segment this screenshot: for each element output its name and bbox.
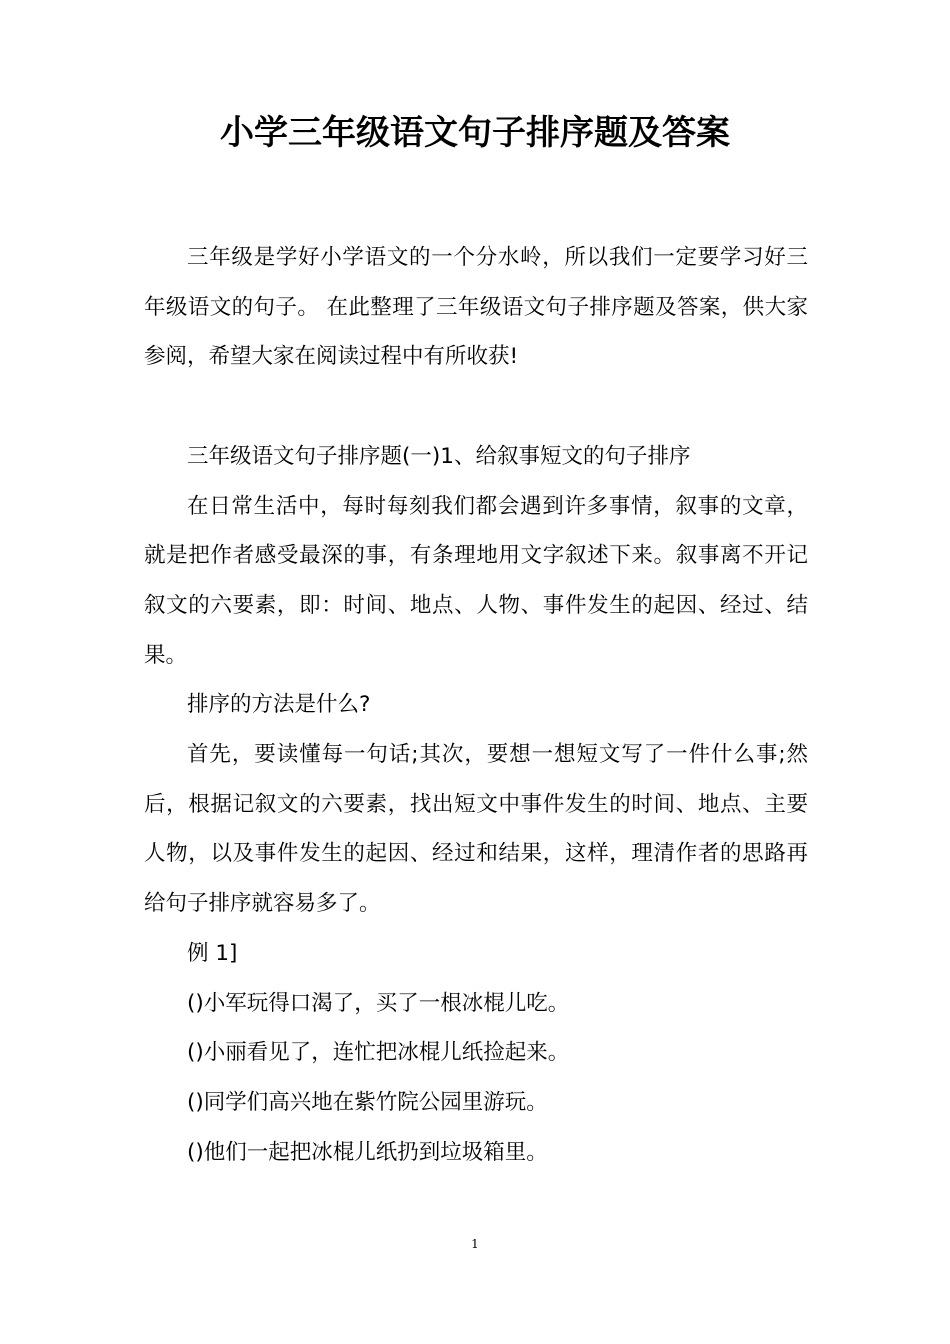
question-paragraph: 排序的方法是什么? bbox=[187, 692, 371, 718]
document-body bbox=[144, 233, 808, 1177]
example-sentence: ()他们一起把冰棍儿纸扔到垃圾箱里。 bbox=[187, 1139, 548, 1165]
example-sentence: ()小军玩得口渴了，买了一根冰棍儿吃。 bbox=[187, 990, 570, 1016]
intro-paragraph: 三年级是学好小学语文的一个分水岭，所以我们一定要学习好三年级语文的句子。 在此整理了三年级语文句子排序题及答案，供大家参阅，希望大家在阅读过程中有所收获! bbox=[144, 245, 808, 370]
explanation-paragraph: 在日常生活中，每时每刻我们都会遇到许多事情，叙事的文章，就是把作者感受最深的事，有条理地用文字叙述下来。叙事离不开记叙文的六要素，即：时间、地点、人物、事件发生的起因、经过、结果。 bbox=[144, 493, 808, 668]
section-heading: 三年级语文句子排序题(一)1、给叙事短文的句子排序 bbox=[187, 443, 691, 469]
document-title: 小学三年级语文句子排序题及答案 bbox=[220, 113, 730, 153]
example-sentence: ()小丽看见了，连忙把冰棍儿纸捡起来。 bbox=[187, 1040, 570, 1066]
example-sentence: ()同学们高兴地在紫竹院公园里游玩。 bbox=[187, 1089, 548, 1115]
example-label: 例 1] bbox=[187, 940, 238, 966]
page-number: 1 bbox=[471, 1237, 479, 1251]
method-paragraph: 首先，要读懂每一句话;其次，要想一想短文写了一件什么事;然后，根据记叙文的六要素，找出短文中事件发生的时间、地点、主要人物，以及事件发生的起因、经过和结果，这样，理清作者的思路再给句子排序就容易多了。 bbox=[144, 742, 808, 917]
